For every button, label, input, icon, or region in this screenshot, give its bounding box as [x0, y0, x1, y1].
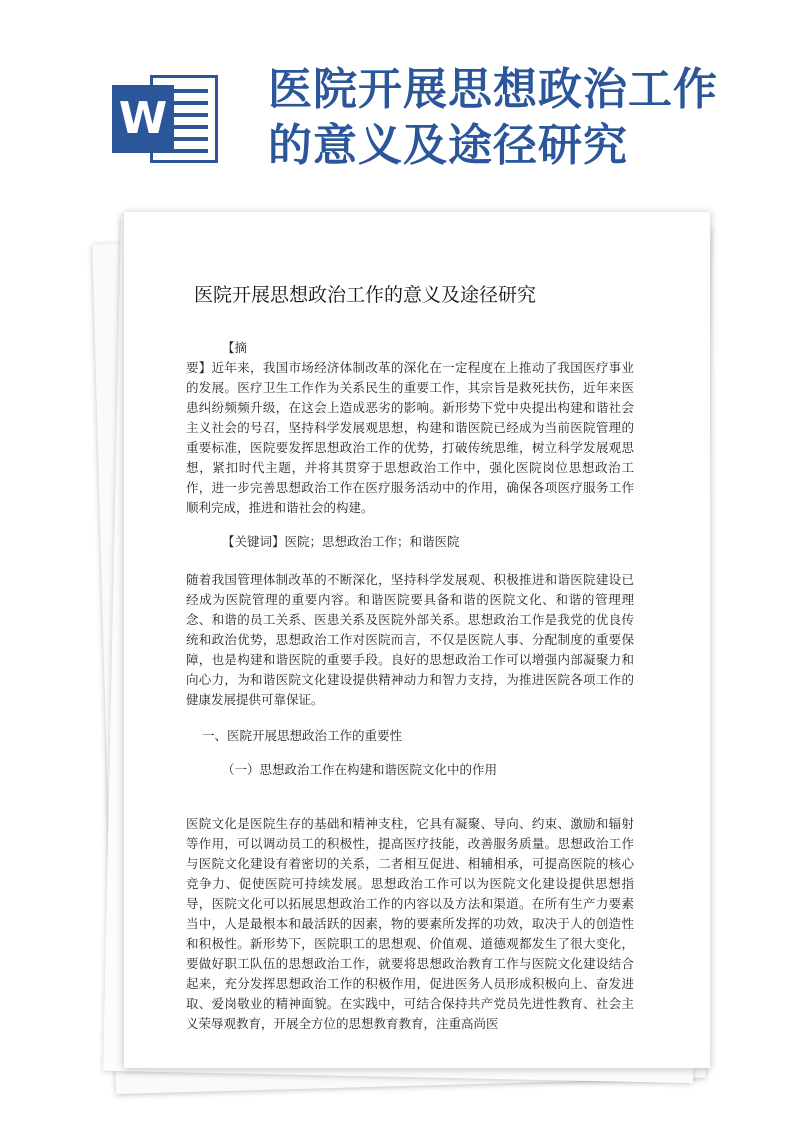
word-icon-line [170, 113, 208, 117]
header-title: 医院开展思想政治工作的意义及途径研究 [268, 64, 718, 171]
word-icon-line [170, 101, 208, 105]
intro-paragraph: 随着我国管理体制改革的不断深化，坚持科学发展观、积极推进和谐医院建设已经成为医院管理的重要内容。和谐医院要具备和谐的医院文化、和谐的管理理念、和谐的员工关系、医患关系及医院外部关系。思想政治工作是我党的优良传统和政治优势，思想政治工作对医院而言，不仅是医院人事、分配制度的重要保障，也是构建和谐医院的重要手段。良好的思想政治工作可以增强内部凝聚力和向心力，为和谐医院文化建设提供精神动力和智力支持，为推进医院各项工作的健康发展提供可靠保证。 [186, 572, 634, 707]
section-heading: 一、医院开展思想政治工作的重要性 [202, 728, 403, 743]
header [0, 0, 800, 200]
body-paragraph: 医院文化是医院生存的基础和精神支柱，它具有凝聚、导向、约束、激励和辐射等作用，可以调动员工的积极性，提高医疗技能，改善服务质量。思想政治工作与医院文化建设有着密切的关系，二者相互促进、相辅相承，可提高医院的核心竞争力、促使医院可持续发展。思想政治工作可以为医院文化建设提供思想指导，医院文化可以拓展思想政治工作的内容以及方法和渠道。在所有生产力要素当中，人是最根本和最活跃的因素，物的要素所发挥的功效，取决于人的创造性和积极性。新形势下，医院职工的思想观、价值观、道德观都发生了很大变化，要做好职工队伍的思想政治工作，就要将思想政治教育工作与医院文化建设结合起来，充分发挥思想政治工作的积极作用，促进医务人员形成积极向上、奋发进取、爱岗敬业的精神面貌。在实践中，可结合保持共产党员先进性教育、社会主义荣辱观教育，开展全方位的思想教育教育，注重高尚医 [186, 816, 634, 1031]
abstract-label: 【摘 [222, 340, 248, 355]
keywords: 【关键词】医院；思想政治工作；和谐医院 [222, 534, 460, 549]
subsection-heading: （一）思想政治工作在构建和谐医院文化中的作用 [222, 762, 498, 777]
abstract-text: 要】近年来，我国市场经济体制改革的深化在一定程度在上推动了我国医疗事业的发展。医疗卫生工作作为关系民生的重要工作，其宗旨是救死扶伤，近年来医患纠纷频频升级，在这会上造成恶劣的影响。新形势下党中央提出构建和谐社会主义社会的号召，坚持科学发展观思想，构建和谐医院已经成为当前医院管理的重要标准，医院要发挥思想政治工作的优势，打破传统思维，树立科学发展观思想，紧扣时代主题，并将其贯穿于思想政治工作中，强化医院岗位思想政治工作，进一步完善思想政治工作在医疗服务活动中的作用，确保各项医疗服务工作顺利完成，推进和谐社会的构建。 [186, 360, 634, 515]
document-page [124, 212, 710, 1068]
word-document-icon [112, 75, 222, 163]
abstract [186, 338, 634, 518]
word-icon-line [170, 125, 208, 129]
document-title: 医院开展思想政治工作的意义及途径研究 [194, 284, 537, 306]
document-body [186, 282, 634, 1034]
word-icon-line [170, 137, 208, 141]
word-icon-line [170, 89, 208, 93]
word-icon-line [170, 149, 208, 153]
word-icon-badge: W [112, 85, 174, 153]
